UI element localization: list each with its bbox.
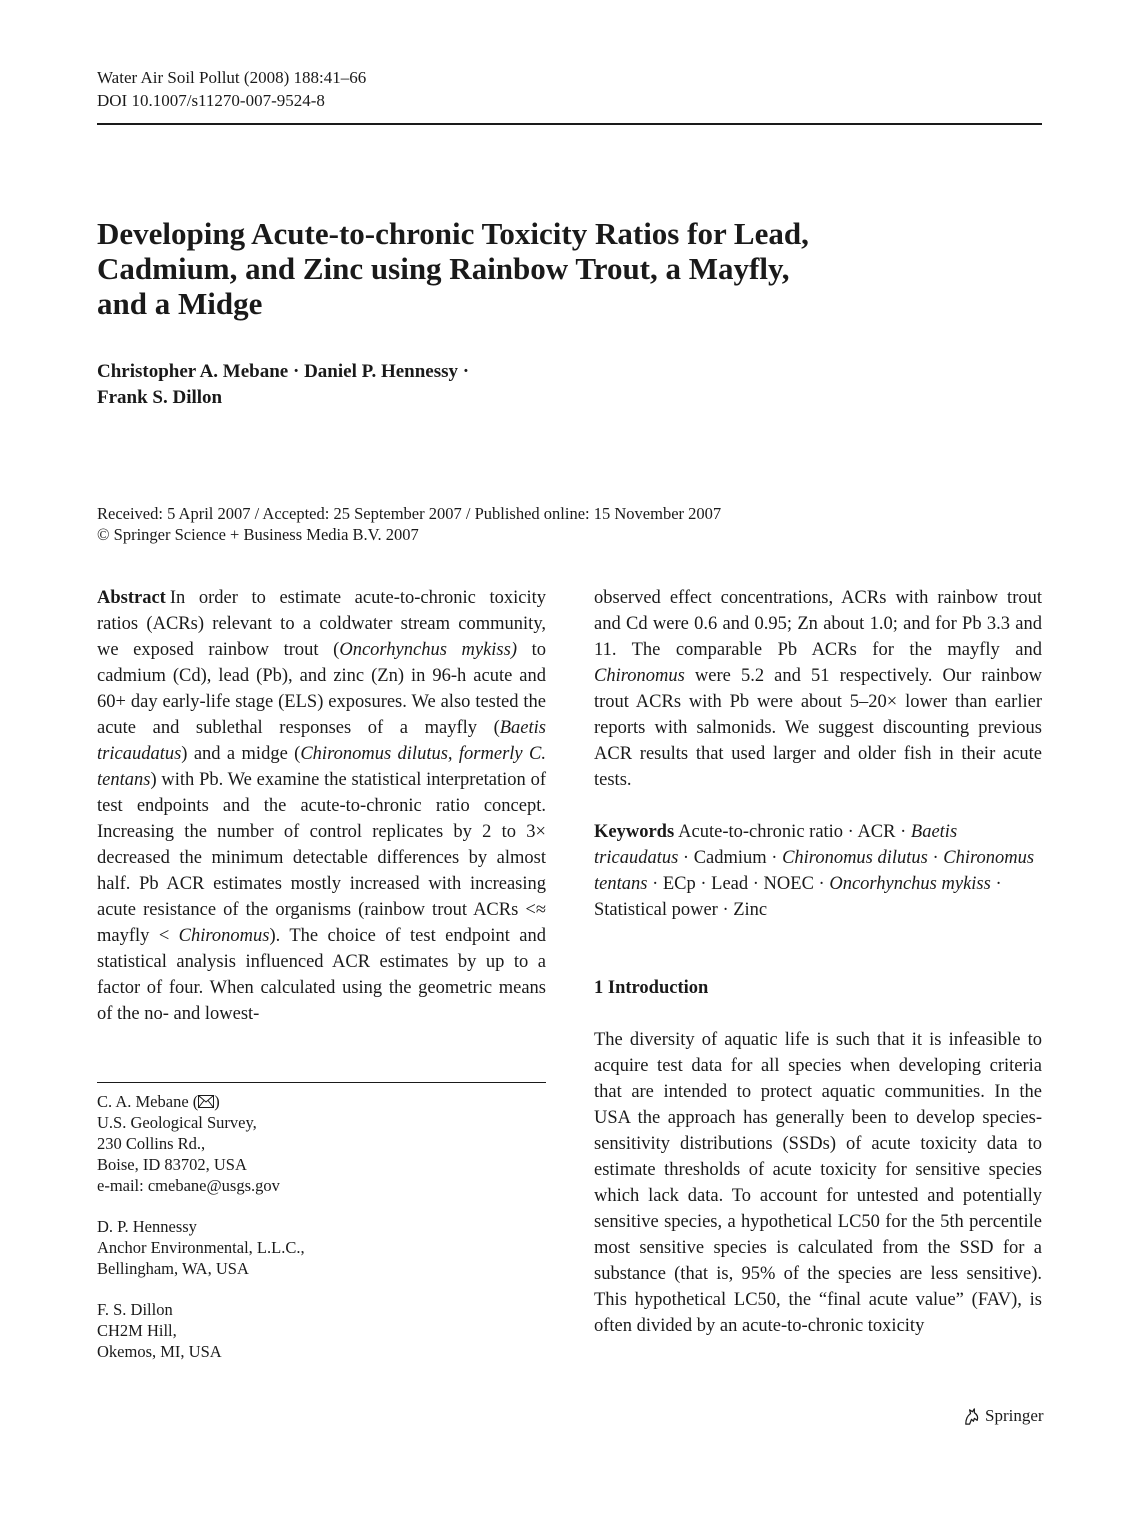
abstract-text: were 5.2 and 51 respectively. Our rainbow trout ACRs with Pb were about 5–20× lower than earlier reports with salmonids. We suggest discounting previous ACR results that used larger and older fish in their acute tests. (594, 666, 1042, 790)
introduction-body (594, 1027, 1042, 1339)
affiliation-name: D. P. Hennessy (97, 1217, 197, 1236)
abstract-text: ) and a midge ( (181, 744, 301, 764)
affiliation-line: 230 Collins Rd., (97, 1134, 206, 1153)
author-name: C. A. Mebane ( (97, 1092, 199, 1111)
abstract-body (97, 585, 546, 1027)
affiliation-dillon (97, 1299, 546, 1362)
publisher-name: Springer (985, 1406, 1044, 1425)
keyword-text: Acute-to-chronic ratio · ACR · (678, 822, 911, 842)
abstract-label: Abstract (97, 588, 166, 608)
authors-line-2: Frank S. Dillon (97, 387, 223, 408)
journal-header (97, 66, 366, 112)
affiliation-mebane (97, 1091, 546, 1196)
keywords-label: Keywords (594, 822, 675, 842)
species-name: Baetis tricaudatus (97, 718, 546, 764)
journal-citation: Water Air Soil Pollut (2008) 188:41–66 (97, 68, 367, 87)
paper-title (97, 216, 977, 321)
header-rule (97, 123, 1042, 125)
abstract-text: In order to estimate acute-to-chronic toxicity ratios (ACRs) relevant to a coldwater stream community, we exposed rainbow trout ( (97, 588, 546, 660)
introduction-paragraph: The diversity of aquatic life is such that it is infeasible to acquire test data for all species when developing criteria that are intended to protect aquatic communities. In the USA the approach has generally been to develop species-sensitivity distributions (SSDs) of acute toxicity data to estimate thresholds of acute toxicity for sensitive species which lack data. To account for untested and potentially sensitive species, a hypothetical LC50 for the 5th percentile most sensitive species is calculated from the SSD for a substance (that is, 95% of the species are less sensitive). This hypothetical LC50, the “final acute value” (FAV), is often divided by an acute-to-chronic toxicity (594, 1030, 1042, 1336)
species-name: Chironomus (594, 666, 685, 686)
abstract-continuation (594, 585, 1042, 793)
title-line-3: and a Midge (97, 286, 263, 321)
affiliation-name (97, 1091, 546, 1112)
keyword-text: Baetis tricaudatus (594, 822, 958, 868)
species-name: Oncorhynchus mykiss) (339, 640, 517, 660)
abstract-text: to cadmium (Cd), lead (Pb), and zinc (Zn) in 96-h acute and 60+ day early-life stage (ELS) exposures. We also tested the acute and sublethal responses of a mayfly ( (97, 640, 546, 738)
springer-horse-icon (962, 1407, 981, 1426)
title-line-1: Developing Acute-to-chronic Toxicity Ratios for Lead, (97, 216, 809, 251)
keyword-text: · (927, 848, 944, 868)
affiliation-line: Anchor Environmental, L.L.C., (97, 1238, 305, 1257)
species-name: Chironomus (178, 926, 270, 946)
keyword-text: Chironomus dilutus (782, 848, 928, 868)
affiliation-hennessy (97, 1216, 546, 1279)
section-heading-introduction: 1 Introduction (594, 978, 709, 998)
author-name-end: ) (214, 1092, 220, 1111)
copyright-notice: © Springer Science + Business Media B.V. 2007 (97, 525, 419, 544)
abstract-text: ). The choice of test endpoint and statistical analysis influenced ACR estimates by up to a factor of four. When calculated using the geometric means of the no- and lowest- (97, 926, 546, 1024)
footnote-rule (97, 1082, 546, 1083)
species-name: Chironomus dilutus, formerly C. tentans (97, 744, 546, 790)
keyword-text: Chironomus tentans (594, 848, 1035, 894)
publisher-logo (962, 1404, 1044, 1428)
affiliation-line: Bellingham, WA, USA (97, 1259, 249, 1278)
doi[interactable]: DOI 10.1007/s11270-007-9524-8 (97, 91, 325, 110)
affiliation-name: F. S. Dillon (97, 1300, 173, 1319)
affiliation-line: Boise, ID 83702, USA (97, 1155, 247, 1174)
affiliation-line: U.S. Geological Survey, (97, 1113, 257, 1132)
email-link[interactable]: e-mail: cmebane@usgs.gov (97, 1176, 280, 1195)
title-line-2: Cadmium, and Zinc using Rainbow Trout, a Mayfly, (97, 251, 790, 286)
affiliation-line: Okemos, MI, USA (97, 1342, 222, 1361)
keyword-text: · ECp · Lead · NOEC · (647, 874, 830, 894)
keywords (594, 819, 1042, 923)
keyword-text: · Cadmium · (678, 848, 783, 868)
abstract-right (594, 585, 1042, 793)
abstract-text: ) with Pb. We examine the statistical interpretation of test endpoints and the acute-to-chronic ratio concept. Increasing the number of control replicates by 2 to 3× decreased the minimum detectable differences by almost half. Pb ACR estimates mostly increased with increasing acute resistance of the organisms (rainbow trout ACRs <≈ mayfly < (97, 770, 546, 946)
envelope-icon[interactable] (198, 1095, 214, 1108)
authors-line-1: Christopher A. Mebane · Daniel P. Hennessy · (97, 361, 470, 382)
abstract-left (97, 585, 546, 1027)
affiliation-line: CH2M Hill, (97, 1321, 177, 1340)
abstract-text: observed effect concentrations, ACRs with rainbow trout and Cd were 0.6 and 0.95; Zn about 1.0; and for Pb 3.3 and 11. The comparable Pb ACRs for the mayfly and (594, 588, 1042, 660)
author-list (97, 359, 797, 411)
history-dates: Received: 5 April 2007 / Accepted: 25 September 2007 / Published online: 15 November 2007 (97, 504, 722, 523)
publication-history (97, 503, 997, 545)
keyword-text: Oncorhynchus mykiss (829, 874, 991, 894)
keyword-text: · Statistical power · Zinc (594, 874, 1002, 920)
